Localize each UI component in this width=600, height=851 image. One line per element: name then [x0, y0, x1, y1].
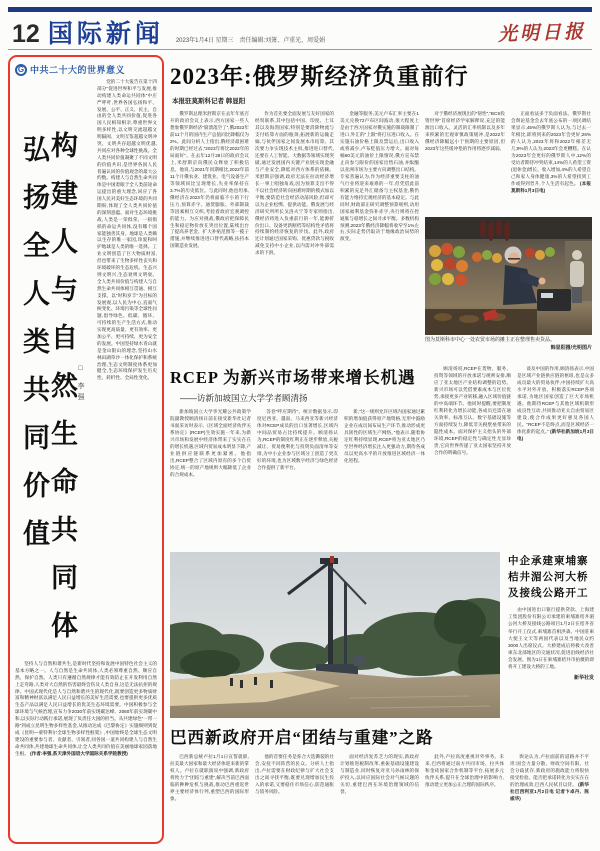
rcep-subtitle: ——访新加坡国立大学学者顾清扬 — [180, 393, 308, 403]
russia-right-block — [425, 111, 592, 360]
cambodia-headline-line-3: 及接线公路开工 — [508, 587, 589, 599]
russia-dateline: (本报莫斯科1月3日电) — [511, 180, 591, 193]
rcep-column-2: 答卷“呼应期待”。统计数据显示,印度尼西亚、越南、马来西亚等新兴经济体对RCEP成员的出口显著增长,区域内中间品贸易占比持续提升。顾清扬认为,RCEP的制度红利正在逐步释放,关税减让、贸易便利化与投资负面清单等安排,为中小企业参与区域分工创造了更友好的环境,也为区域数字经济与绿色经济合作提供了新平台。 — [257, 409, 338, 470]
article-rcep-interview — [170, 364, 594, 546]
article-russia-economy — [170, 58, 594, 360]
cambodia-body: 由中国进出口银行提供贷款、上海建工集团股份有限公司承建的柬埔寨桔井湄公河大桥及接线公路项目1月2日在桔井省举行开工仪式,柬埔寨首相洪森、中国驻柬大使王文天等两国代表以及当地民众约3000人出席仪式。大桥建成后将极大改善柬东北部地区的交通状况,促进沿线经济社会发展。图为1日在柬埔寨桔井市拍摄的即将开工建设大桥的工地。 — [508, 607, 594, 670]
brazil-column-2: 他的首要任务是弥合大选撕裂的社会,安抚不同阵营的民众。分析人士指出,卢拉需要在财政纪律与扩大社会支出之间寻找平衡,既要兑现增加民生投入的承诺,又要稳住市场信心,防范通胀与债务风险。 — [255, 754, 334, 794]
essay-series-label: 中共二十大的世界意义 — [30, 65, 126, 75]
brazil-column-1: 巴西新总统卢拉1月1日宣誓就职,拉美最大国家和最大经济体迎来新的掌权人。卢拉在就职演说中强调,新政府将致力于“团结与重建”,解决当前巴西面临的种种危机与挑战,推动巴西重返世界主要经济体行列,重塑巴西的国际形象。 — [170, 754, 249, 801]
lead-essay-box — [8, 55, 164, 844]
cambodia-headline — [508, 554, 594, 601]
essay-body-top-column: 党的二十大报告在第十四部分“促进世界和平与发展,推动构建人类命运共同体”中庄严呼吁,世界各国弘扬和平、发展、公平、正义、民主、自由的全人类共同价值,促进各国人民相知相亲,尊重世界文明多样性,以文明交流超越文明隔阂、文明互鉴超越文明冲突、文明共存超越文明优越,共同应对各种全球性挑战。全人类共同价值凝聚了不同文明的价值共识,是世界各国人民普遍认同的价值观念的最大公约数。构建人与自然生命共同体是中国着眼于全人类前途命运提出的重大理念,回应了各国人民对美好生态环境的共同期盼,体现了全人类共同价值的深刻意蕴。面对生态环境挑战,人类是一荣俱荣、一损俱损的命运共同体,没有哪个国家能独善其身。地球是人类赖以生存的唯一家园,珍爱和呵护地球是人类的唯一选择。工业文明创造了巨大物质财富,但也带来了生物多样性丧失和环境破坏的生态危机。生态兴则文明兴,生态衰则文明衰。全人类共同价值与构建人与自然生命共同体相互贯通、相互支撑。以“时和岁丰”为目标的发展观,以人民为中心,直面气候变化、环境污染等全球性问题,倡导绿色、低碳、循环、可持续的生产生活方式,推动实现更高质量、更有效率、更加公平、更可持续、更为安全的发展。中国坚持绿水青山就是金山银山的理念,坚持山水林田湖草沙一体化保护和系统治理,生态文明制度体系更加健全,生态环境保护发生历史性、转折性、全局性变化。 — [97, 79, 157, 381]
page-number: 12 — [12, 20, 40, 48]
russia-headline: 2023年:俄罗斯经济负重前行 — [170, 64, 469, 89]
brazil-headline: 巴西新政府开启“团结与重建”之路 — [170, 728, 434, 747]
essay-content — [15, 77, 157, 834]
russia-column-5-text: 正面看法多于负面看法。俄罗斯社会舆论基金会去年底公布的一项民调结果显示,45%的俄罗斯人认为,与过去一年相比,即将到来的2023年会更好;26%的人认为,2023年将和2022年相差无几;9%的人认为,2023年会更糟糕。在认为2023年会更好的俄罗斯人中,12%的受访者期待冲突结束,14%的人希望工资(退休金)增长、收入增加,4%的人希望自己和家人身体健康,3%的人希望找到工作或得到晋升,个人生活有起色。 — [511, 111, 591, 186]
russia-columns — [170, 111, 594, 360]
russia-byline: 本报驻莫斯科记者 韩显阳 — [172, 98, 246, 105]
guangming-g-icon: G — [15, 64, 27, 76]
brazil-column-3: 面对经济复苏乏力的现实,新政府计划推进税制改革,重振基础设施建设与制造业,同时恢复对亚马孙雨林的保护投入,以回应国际社会对气候议题的关切,重建巴西在环境治理领域的信誉。 — [340, 754, 419, 794]
cambodia-headline-line-1: 中企承建柬埔寨 — [508, 556, 589, 567]
brazil-column-5 — [510, 754, 589, 844]
russia-photo-credit: 韩显阳摄/光明图片 — [550, 344, 592, 351]
russia-column-4: 对于俄经济展现出的“韧性”,“BCS投资世界”首席经济学家解释说,充足的能源出口收入、灵活的汇率机制以及多年来积累的宏观审慎政策缓冲,是2022年俄经济降幅远小于预期的主要原因,但2023年这些缓冲垫的作用将逐步减弱。 — [425, 111, 505, 151]
essay-author-note: (作者:李强,系天津外国语大学国际关系学院教授) — [30, 750, 128, 756]
header-navy-bar — [8, 7, 592, 12]
cambodia-headline-line-2: 桔井湄公河大桥 — [508, 571, 589, 583]
article-brazil-government — [170, 724, 594, 844]
cambodia-credit: 新华社发 — [573, 675, 594, 682]
header-rule — [8, 49, 592, 50]
brazil-columns — [170, 754, 594, 844]
essay-title-line-2: 弘扬全人类共同价值 — [19, 135, 49, 567]
rcep-right-columns — [434, 366, 594, 544]
construction-site-photo — [170, 552, 500, 718]
rcep-column-5 — [517, 366, 594, 544]
essay-byline: □ 李强 — [77, 365, 84, 404]
rcep-dateline: (新华社新加坡1月3日电) — [517, 428, 594, 441]
brazil-column-4: 此外,卢拉高度重视对外事务。未来,巴西将通过南方共同市场、拉共体和金砖国家合作机制等平台,拓展多元伙伴关系,提升在全球治理中的影响力,推动建立更加公正合理的国际秩序。 — [425, 754, 504, 787]
market-photo — [425, 217, 592, 335]
brazil-dateline: (新华社巴西利亚1月2日电 记者卞卓丹、陈威华) — [510, 781, 589, 801]
russia-column-5 — [511, 111, 591, 213]
russia-column-1: 俄罗斯总理米舒斯京在去年年底召开的政府会议上表示,西方国家一些人想象俄罗斯经济“崩溃落空了”,俄2022年前11个月的国内生产总值同比降幅仅为2%。此间分析人士指出,俄经济最困难的时期已经过去,“2023年将比2022年的局面好”。在去年12月28日的政府会议上,米舒斯京向俄民众释放了积极信息。他说,与2021年同期相比,2022年前11个月俄农业、建筑业、电气设备生产等领域同比呈现增长,失业率保持在3.7%的历史低位。与此同时,他也坦承,俄经济在2023年仍将面临不小的下行压力,预算赤字、通货膨胀、外部制裁等因素相互交织,考验着政府宏观调控的能力。为应对挑战,俄政府把保障民生和稳定物价放在突出位置,陆续出台了提高养老金、扩大补贴范围等一揽子措施,并继续推进进口替代战略,扶持本国制造业发展。 — [170, 111, 249, 249]
rcep-column-1: 新加坡国立大学李光耀公共政策学院副教授顾清扬日前在接受新华社记者书面采访时表示,《区域全面经济伙伴关系协定》(RCEP)生效实施一年来,为新兴市场和发展中经济体带来了实实在在的增长机遇,区域内贸易成本明显下降,产业链供应链联系更加紧密。他指出,RCEP整合了区域内原有的多个自贸协定,统一的原产地规则大幅降低了企业的合规成本。 — [170, 409, 251, 477]
rcep-column-4: 顾清扬说,RCEP在货物、服务、投资等领域的开放承诺与规则安排,顺应了亚太地区产业结构调整的趋势。新兴市场可以凭借要素成本与区位优势,承接更多产业转移,融入区域价值链的中高端环节。他同时提醒,要把制度红利转化为增长动能,各成员还需在通关效率、标准互认、数字基础设施等方面持续发力,降低非关税壁垒带来的隐性成本。面对保护主义抬头的外部环境,RCEP的稳定性与确定性尤显珍贵,它向世界传递了亚太国家坚持开放合作的明确信号。 — [434, 366, 511, 455]
rcep-left-columns — [170, 409, 426, 537]
russia-column-3: 金融等服务,美元卢布汇率主要在1美元兑换72卢布区间波动,很大程度上是由于西方国家对俄实施的制裁限制了进口,外汇的“上限”将打压进口收入。在实施石油价格上限及禁运后,出口收入或将减少,卢布贬值压力增大。面对每桶60美元的油价上限情况,俄方宣布禁止向参与限价的国家出售石油,并酝酿以亚洲市场为主要方向调整出口结构。专家普遍认为,作为经济重要支柱的油气行业将迎来艰难的一年,但凭借此前积累的充足外汇储备与主权基金,俄仍有能力维持宏观经济的基本稳定。与此同时,财政部正研究调整预算规则,动用国家福利基金弥补赤字,央行则将在控通胀与稳增长之间寻求平衡。多数机构预测,2023年俄经济降幅将收窄至1%左右,实际走势仍取决于地缘政治局势的演变。 — [340, 111, 419, 242]
paper-masthead: 光明日报 — [497, 21, 587, 46]
russia-column-2: 作为首先要全面发展与友好国家的经贸联系,其中包括中国、印度、土耳其以及海湾国家,特别是要消除物流与支付结算方面的瓶颈,拓展新的运输走廊,与伙伴国家之间发展本币结算。其次要力争实现技术主权,推进进口替代,还要在人工智能、大数据等领域实现突破,通过发展国内关键产业链实现金融与产业安全,降低对西方体系的依赖。米舒斯京强调,政府无法在拉动经济增长一事上唱独角戏,因为预算支出不得不以社会经济转向困难时期的模式加以平衡,要防范社会经济动荡风险,但却可以为企业松绑、提供动能。俄发展与经济研究所所长戈洛夫宁等专家则指出,俄经济将进入负重前行的一年,能源折价出口、设备更新断档等结构性矛盾将持续制约经济恢复的步伐。此外,政府还计划通过国家采购、优惠贷款与税收减免支持中小企业,以内需对冲外部需求的下滑。 — [255, 111, 334, 256]
section-title: 国际新闻 — [47, 20, 164, 48]
rcep-left-block — [170, 364, 426, 537]
date-editor-line: 2023年1月4日 星期三 责任编辑:刘箫、卢重光、周爱娟 — [175, 38, 326, 44]
russia-photo-caption: 图为莫斯科市中心一处农贸市场的摊主正在整理售卖货品。 — [425, 337, 556, 343]
essay-body-bottom-text: 坚持人与自然和谐共生,是新时代坚持和发展中国特色社会主义的基本方略之一。人与自然是生命共同体,人类必须尊重自然、顺应自然、保护自然。人类只有遵循自然规律才能有效防止在开发利用自然上走弯路,人类对大自然的伤害最终会伤及人类自身,这是无法抗拒的规律。中国式现代化是人与自然和谐共生的现代化,既要创造更多物质财富和精神财富以满足人民日益增长的美好生活需要,也要提供更多优质生态产品以满足人民日益增长的优美生态环境需要。中国积极参与全球环境与气候治理,宣布力争2030年前实现碳达峰、2060年前实现碳中和,以实际行动践行承诺,展现了负责任大国的担当。从共建绿色“一带一路”到成立昆明生物多样性基金,从推动达成《巴黎协定》实施细则到促成《昆明—蒙特利尔全球生物多样性框架》,中国始终是全球生态文明建设的重要参与者、贡献者、引领者,同各国一道共同构建人与自然生命共同体,共建地球生命共同体,让全人类共同价值在美丽地球家园落地生根。 — [15, 661, 157, 756]
rcep-headline: RCEP 为新兴市场带来增长机遇 — [170, 368, 416, 387]
page-header — [12, 17, 588, 47]
essay-title-line-1: 构建人与自然生命共同体 — [47, 131, 77, 659]
essay-series-header — [15, 62, 157, 77]
rcep-column-3: 新,“这一规则允许区域内国家通过累积的增加值获得原产地资格,无形中鼓励企业在成员间布局生产环节,推动形成更具韧性的区域生产网络。”他表示,随着协定红利持续显现,RCEP将为亚太地区乃至世界经济增长注入更强动力,期待各成员以更高水平的开放推进区域经济一体化进程。 — [344, 409, 425, 463]
rcep-column-5-text: 谈及中国的作用,顾清扬表示,中国是区域产业链供应链的枢纽,也是众多成员最大的贸易伙伴,中国持续扩大高水平对外开放、积极落实RCEP各项承诺,为地区国家创造了巨大市场机遇。他期待RCEP与其他区域机制形成良性互动,共同推动亚太自由贸易区建设,使合作成果更好惠及各国人民。“RCEP不是终点,而是区域经济一体化新的起点。” — [517, 366, 594, 434]
essay-body-bottom-block — [15, 661, 157, 834]
cambodia-text-block — [508, 552, 594, 718]
cambodia-bridge-item — [170, 552, 594, 718]
brazil-column-5-text: 舆论认为,卢拉面前的道路并不平坦:国会力量分散、财政空间有限、社会分歧犹存,新政府的施政能力将很快接受检验。能否把承诺转化为实实在在的治理成效,巴西人民拭目以待。 — [510, 754, 589, 787]
russia-photo-caption-block — [425, 337, 592, 352]
